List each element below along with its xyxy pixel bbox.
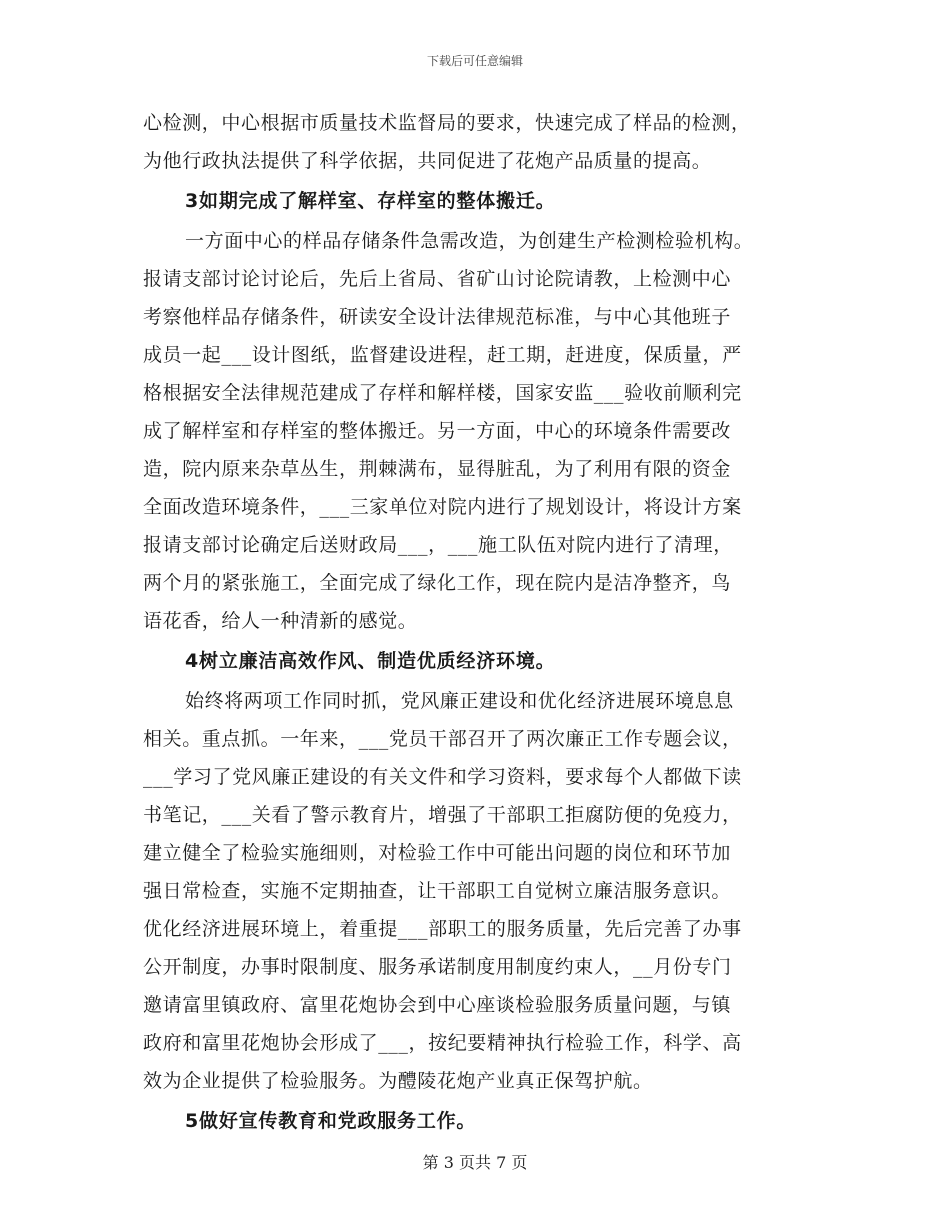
body-line: 相关。重点抓。一年来，___党员干部召开了两次廉正工作专题会议， [143,728,742,750]
body-line: 邀请富里镇政府、富里花炮协会到中心座谈检验服务质量问题，与镇 [143,994,732,1016]
body-line: ___学习了党风廉正建设的有关文件和学习资料，要求每个人都做下读 [143,766,742,788]
paragraph-first-line: 始终将两项工作同时抓，党风廉正建设和优化经济进展环境息息 [185,690,734,712]
body-line: 语花香，给人一种清新的感觉。 [143,610,418,632]
section-heading: 3如期完成了解样室、存样室的整体搬迁。 [185,190,556,212]
body-line: 成了解样室和存样室的整体搬迁。另一方面，中心的环境条件需要改 [143,420,732,442]
page-number: 第 3 页共 7 页 [422,1153,528,1172]
body-line: 成员一起___设计图纸，监督建设进程，赶工期，赶进度，保质量，严 [143,344,742,366]
body-line: 全面改造环境条件，___三家单位对院内进行了规划设计，将设计方案 [143,496,742,518]
body-line: 书笔记，___关看了警示教育片，增强了干部职工拒腐防便的免疫力， [143,804,742,826]
body-line: 效为企业提供了检验服务。为醴陵花炮产业真正保驾护航。 [143,1070,653,1092]
page-header: 下载后可任意编辑 [426,54,523,68]
body-line: 两个月的紧张施工，全面完成了绿化工作，现在院内是洁净整齐，鸟 [143,572,732,594]
body-line: 公开制度，办事时限制度、服务承诺制度用制度约束人，__月份专门 [143,956,732,978]
body-line: 报请支部讨论讨论后，先后上省局、省矿山讨论院请教，上检测中心 [143,268,732,290]
body-line: 为他行政执法提供了科学依据，共同促进了花炮产品质量的提高。 [143,150,712,172]
document-body [143,104,813,1142]
body-line: 造，院内原来杂草丛生，荆棘满布，显得脏乱，为了利用有限的资金 [143,458,732,480]
body-line: 优化经济进展环境上，着重提___部职工的服务质量，先后完善了办事 [143,918,742,940]
body-line: 格根据安全法律规范建成了存样和解样楼，国家安监___验收前顺利完 [143,382,742,404]
body-line: 考察他样品存储条件，研读安全设计法律规范标准，与中心其他班子 [143,306,732,328]
section-heading: 4树立廉洁高效作风、制造优质经济环境。 [185,650,556,672]
body-line: 报请支部讨论确定后送财政局___，___施工队伍对院内进行了清理， [143,534,733,556]
body-line: 心检测，中心根据市质量技术监督局的要求，快速完成了样品的检测， [143,112,751,134]
paragraph-first-line: 一方面中心的样品存储条件急需改造，为创建生产检测检验机构。 [185,230,754,252]
body-line: 政府和富里花炮协会形成了___，按纪要精神执行检验工作，科学、高 [143,1032,742,1054]
body-line: 强日常检查，实施不定期抽查，让干部职工自觉树立廉洁服务意识。 [143,880,732,902]
section-heading: 5做好宣传教育和党政服务工作。 [185,1110,477,1132]
body-line: 建立健全了检验实施细则，对检验工作中可能出问题的岗位和环节加 [143,842,732,864]
